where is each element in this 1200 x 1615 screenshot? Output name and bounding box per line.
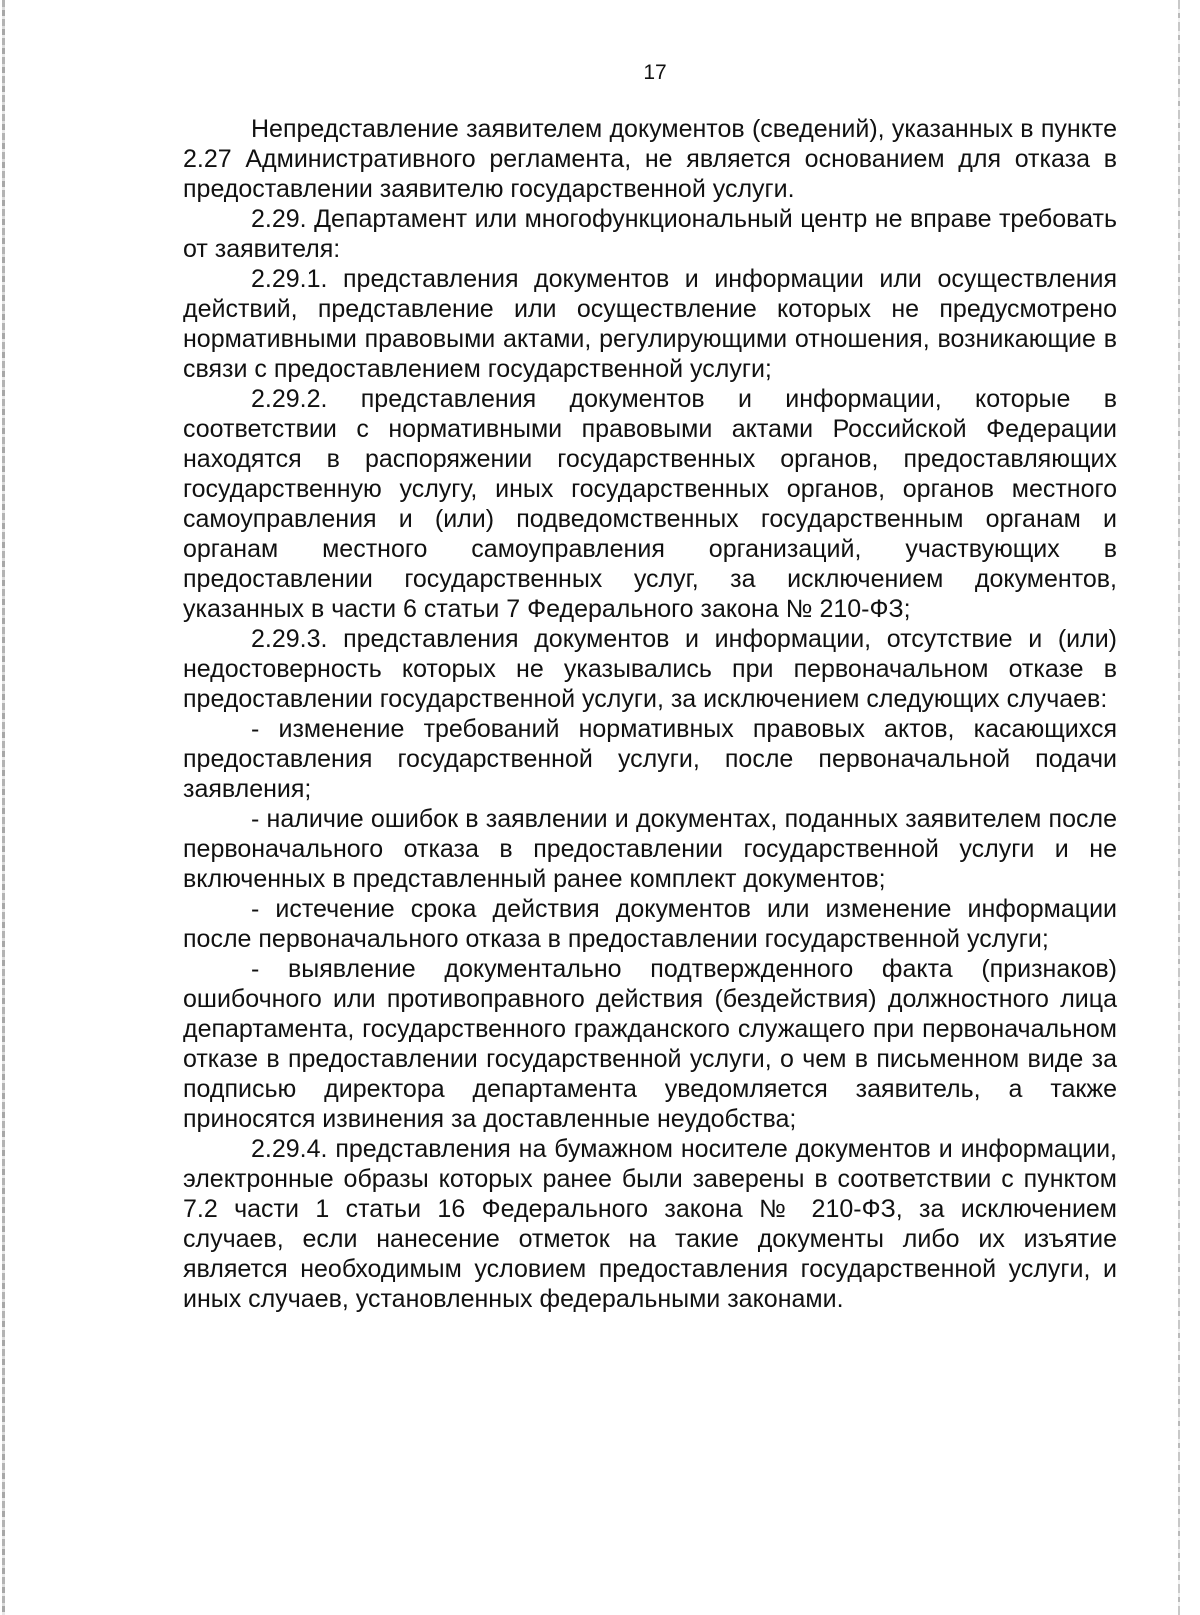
document-body	[183, 114, 1117, 1314]
list-item-erroneous-action: - выявление документально подтвержденного факта (признаков) ошибочного или противоправного действия (бездействия) должностного лица департамента, государственного гражданского служащего при первоначальном отказе в предоставлении государственной услуги, о чем в письменном виде за подписью директора департамента уведомляется заявитель, а также приносятся извинения за доставленные неудобства;	[183, 955, 1117, 1133]
scan-edge-right	[1178, 0, 1180, 1615]
scan-edge-left	[2, 0, 5, 1615]
list-item-document-expiry: - истечение срока действия документов или изменение информации после первоначального отказа в предоставлении государственной услуги;	[183, 895, 1117, 953]
list-item-requirements-change: - изменение требований нормативных правовых актов, касающихся предоставления государственной услуги, после первоначальной подачи заявления;	[183, 715, 1117, 803]
paragraph-non-submission: Непредставление заявителем документов (сведений), указанных в пункте 2.27 Административного регламента, не является основанием для отказа в предоставлении заявителю государственной услуги.	[183, 115, 1117, 203]
page-number: 17	[643, 61, 667, 84]
paragraph-2-29-3: 2.29.3. представления документов и информации, отсутствие и (или) недостоверность которых не указывались при первоначальном отказе в предоставлении государственной услуги, за исключением следующих случаев:	[183, 625, 1117, 713]
list-item-errors-in-application: - наличие ошибок в заявлении и документах, поданных заявителем после первоначального отказа в предоставлении государственной услуги и не включенных в представленный ранее комплект документов;	[183, 805, 1117, 893]
paragraph-2-29-4: 2.29.4. представления на бумажном носителе документов и информации, электронные образы которых ранее были заверены в соответствии с пунктом 7.2 части 1 статьи 16 Федерального закона № 210-ФЗ, за исключением случаев, если нанесение отметок на такие документы либо их изъятие является необходимым условием предоставления государственной услуги, и иных случаев, установленных федеральными законами.	[183, 1135, 1117, 1313]
paragraph-2-29-1: 2.29.1. представления документов и информации или осуществления действий, представление или осуществление которых не предусмотрено нормативными правовыми актами, регулирующими отношения, возникающие в связи с предоставлением государственной услуги;	[183, 265, 1117, 383]
paragraph-2-29: 2.29. Департамент или многофункциональный центр не вправе требовать от заявителя:	[183, 205, 1117, 263]
paragraph-2-29-2: 2.29.2. представления документов и информации, которые в соответствии с нормативными правовыми актами Российской Федерации находятся в распоряжении государственных органов, предоставляющих государственную услугу, иных государственных органов, органов местного самоуправления и (или) подведомственных государственным органам и органам местного самоуправления организаций, участвующих в предоставлении государственных услуг, за исключением документов, указанных в части 6 статьи 7 Федерального закона № 210-ФЗ;	[183, 385, 1117, 623]
